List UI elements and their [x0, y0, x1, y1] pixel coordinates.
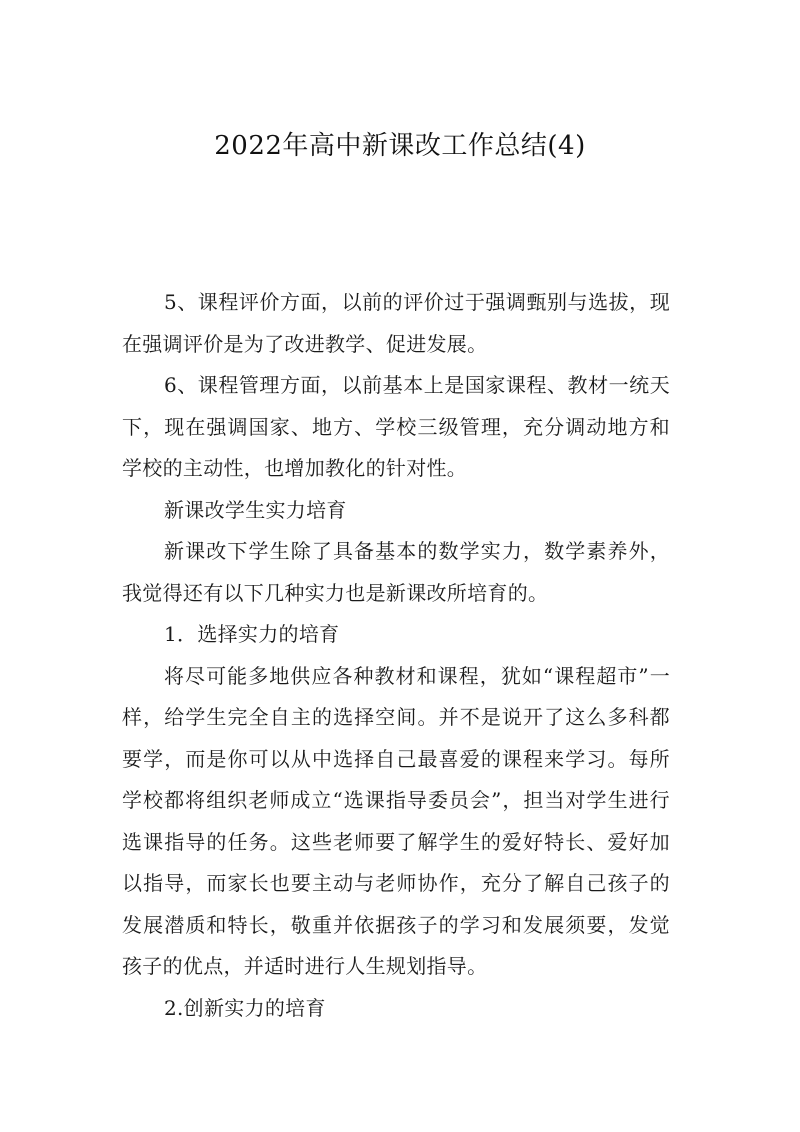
paragraph-course-management: 6、课程管理方面，以前基本上是国家课程、教材一统天下，现在强调国家、地方、学校三级管理，充分调动地方和学校的主动性，也增加教化的针对性。 — [122, 373, 670, 480]
subheading-innovation-ability: 2.创新实力的培育 — [164, 995, 326, 1020]
section-heading-student-ability: 新课改学生实力培育 — [164, 497, 347, 522]
document-body — [122, 282, 670, 1029]
paragraph-course-evaluation: 5、课程评价方面，以前的评价过于强调甄别与选拔，现在强调评价是为了改进教学、促进发展。 — [122, 290, 670, 356]
document-title: 2022年高中新课改工作总结(4) — [214, 131, 586, 161]
subheading-choice-ability: 1．选择实力的培育 — [164, 622, 340, 646]
paragraph-choice-ability: 将尽可能多地供应各种教材和课程，犹如“课程超市”一样，给学生完全自主的选择空间。并不是说开了这么多科都要学，而是你可以从中选择自己最喜爱的课程来学习。每所学校都将组织老师成立“选课指导委员会”，担当对学生进行选课指导的任务。这些老师要了解学生的爱好特长、爱好加以指导，而家长也要主动与老师协作，充分了解自己孩子的发展潜质和特长，敬重并依据孩子的学习和发展须要，发觉孩子的优点，并适时进行人生规划指导。 — [122, 663, 670, 978]
paragraph-ability-intro: 新课改下学生除了具备基本的数学实力，数学素养外，我觉得还有以下几种实力也是新课改所培育的。 — [122, 539, 670, 605]
